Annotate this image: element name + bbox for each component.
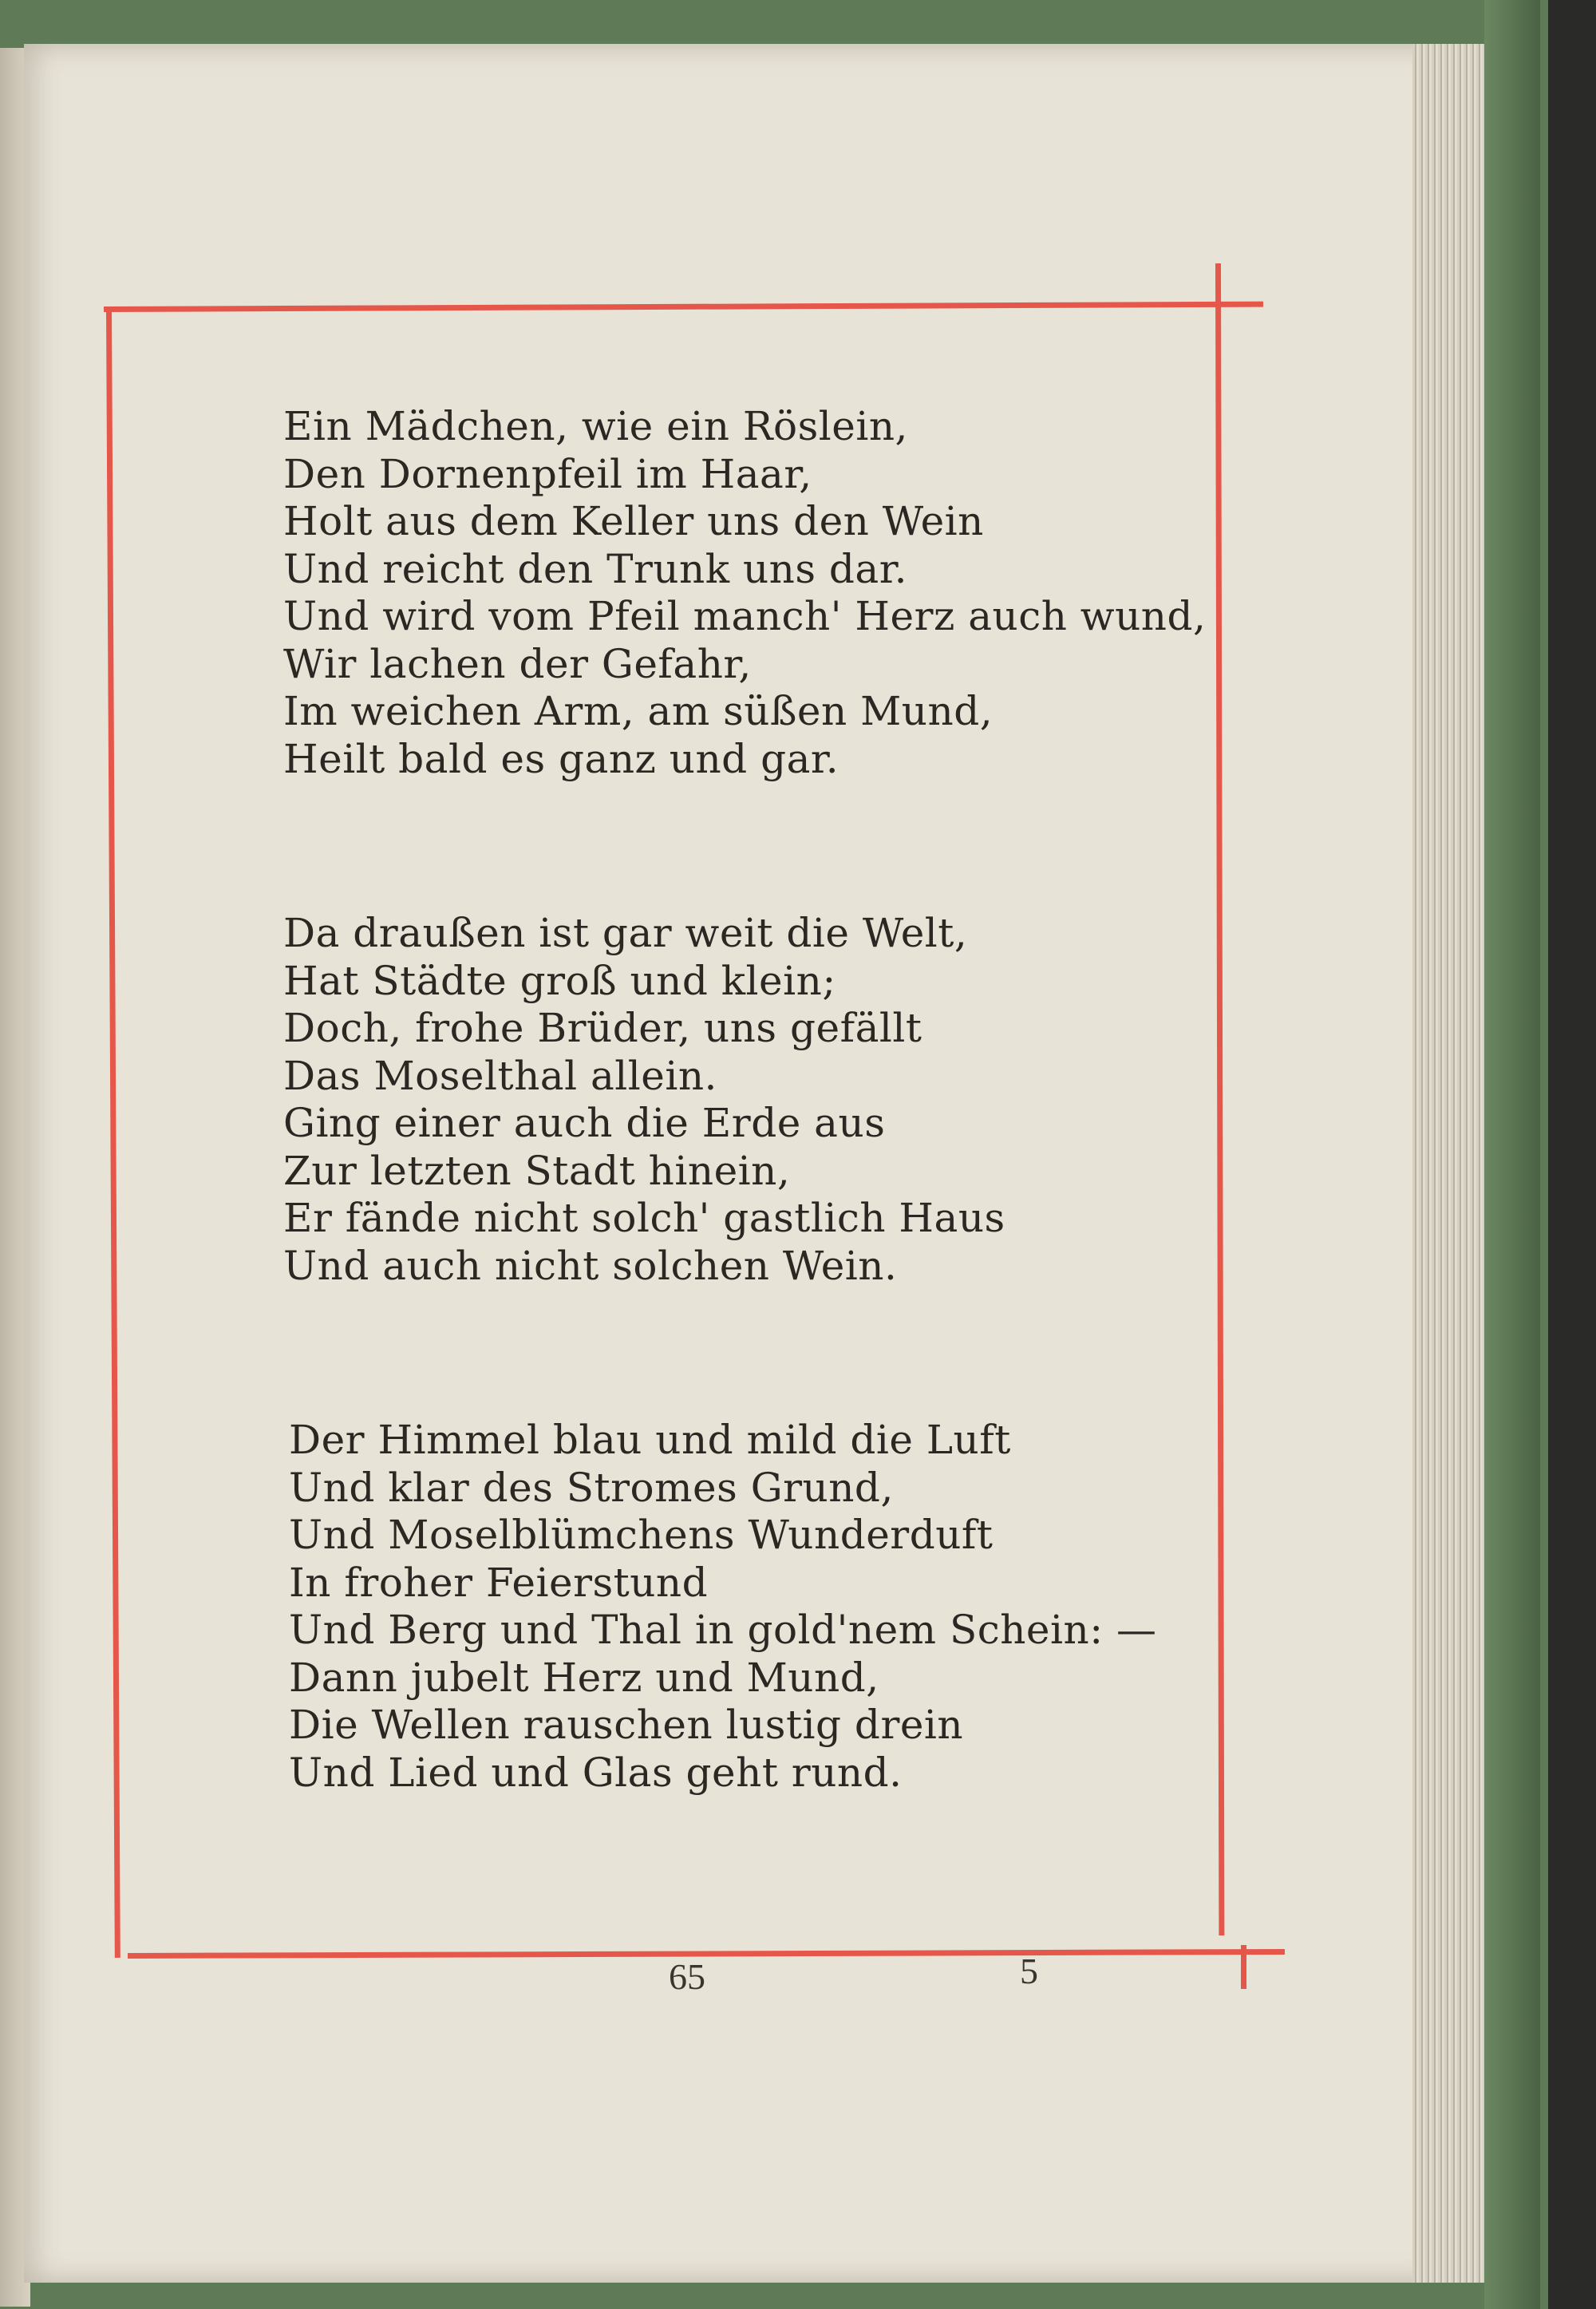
verse-line: Heilt bald es ganz und gar. — [283, 735, 839, 782]
verse-line: Und Lied und Glas geht rund. — [289, 1749, 903, 1796]
verse-line: Ging einer auch die Erde aus — [283, 1100, 886, 1146]
verse-line: Und auch nicht solchen Wein. — [283, 1242, 898, 1289]
verse-line: Das Moselthal allein. — [283, 1052, 717, 1099]
verse-line: Doch, frohe Brüder, uns gefällt — [283, 1005, 922, 1051]
verse-line: Da draußen ist gar weit die Welt, — [283, 910, 968, 956]
stanza-1 — [283, 403, 1206, 783]
verse-line: Die Wellen rauschen lustig drein — [289, 1702, 964, 1748]
verse-line: Zur letzten Stadt hinein, — [283, 1147, 791, 1194]
verse-line: Den Dornenpfeil im Haar, — [283, 450, 812, 497]
page-stack-edge — [1412, 44, 1484, 2283]
verse-line: Und reicht den Trunk uns dar. — [283, 545, 908, 592]
verse-line: Der Himmel blau und mild die Luft — [289, 1417, 1011, 1463]
stanza-2 — [283, 910, 1005, 1290]
book-cover-edge — [1484, 0, 1540, 2309]
verse-line: Wir lachen der Gefahr, — [283, 640, 752, 687]
verse-line: Und Berg und Thal in gold'nem Schein: — — [289, 1607, 1157, 1653]
verse-line: Und klar des Stromes Grund, — [289, 1464, 894, 1511]
verse-line: Er fände nicht solch' gastlich Haus — [283, 1195, 1005, 1241]
page-number: 65 — [669, 1956, 705, 1997]
verse-line: Dann jubelt Herz und Mund, — [289, 1654, 879, 1701]
verse-line: Holt aus dem Keller uns den Wein — [283, 498, 984, 544]
verse-line: In froher Feierstund — [289, 1559, 709, 1606]
stanza-3 — [289, 1417, 1156, 1797]
frame-bottom-right-tick — [1241, 1945, 1246, 1989]
verse-line: Ein Mädchen, wie ein Röslein, — [283, 403, 908, 449]
verse-line: Und Moselblümchens Wunderduft — [289, 1512, 994, 1558]
verse-line: Und wird vom Pfeil manch' Herz auch wund, — [283, 593, 1207, 639]
signature-mark: 5 — [1020, 1951, 1038, 1991]
verse-line: Im weichen Arm, am süßen Mund, — [283, 688, 994, 734]
verse-line: Hat Städte groß und klein; — [283, 957, 836, 1004]
